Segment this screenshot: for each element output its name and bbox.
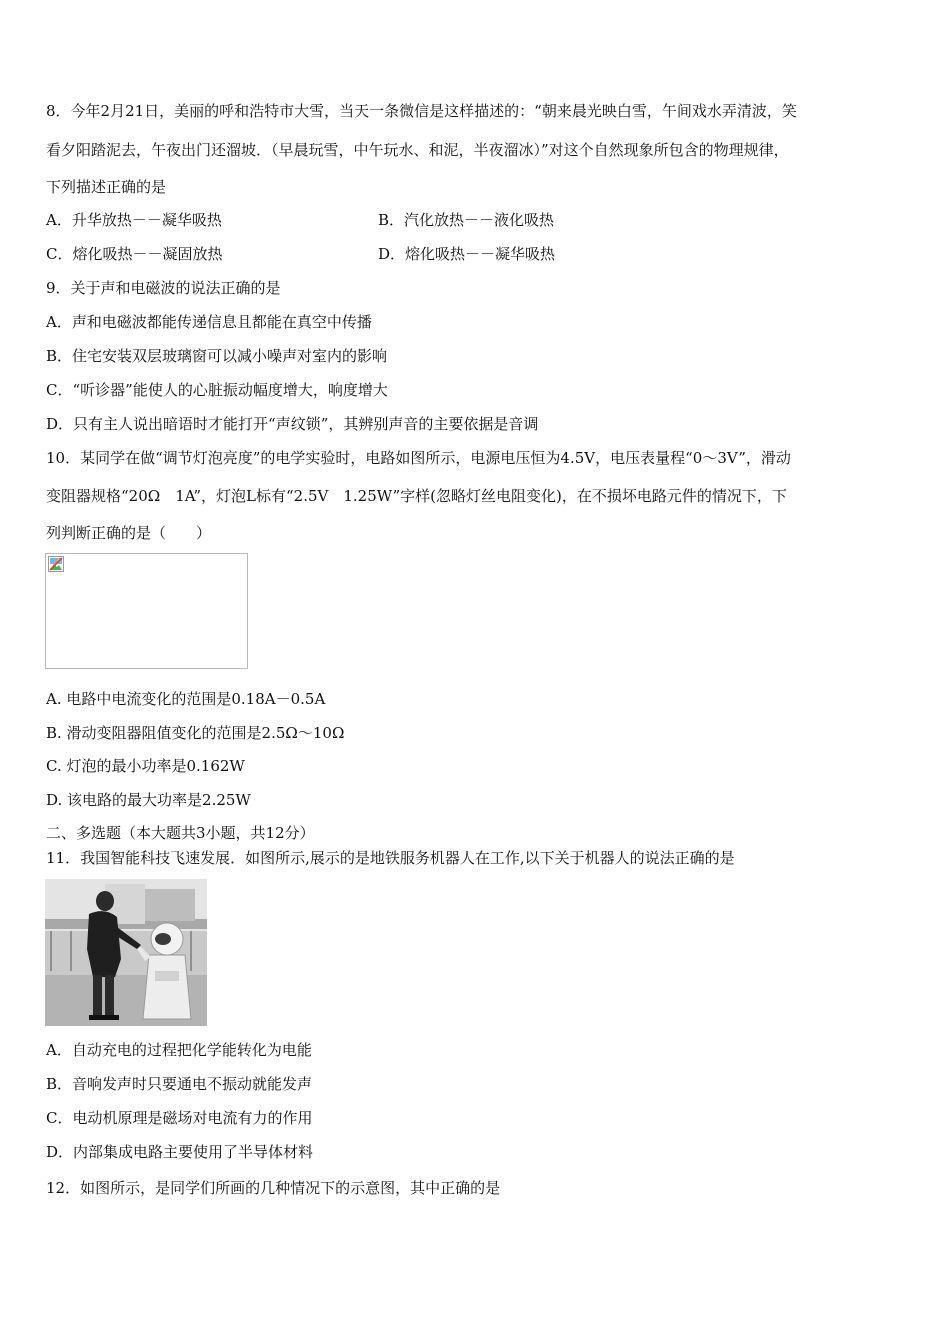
q10-option-d: D. 该电路的最大功率是2.25W (46, 791, 251, 809)
q12-stem: 12．如图所示，是同学们所画的几种情况下的示意图，其中正确的是 (46, 1179, 501, 1197)
q11-option-d: D．内部集成电路主要使用了半导体材料 (46, 1143, 314, 1161)
q9-option-d: D．只有主人说出暗语时才能打开“声纹锁”，其辨别声音的主要依据是音调 (46, 415, 539, 433)
q10-circuit-image-placeholder (45, 553, 248, 669)
q9-stem: 9．关于声和电磁波的说法正确的是 (46, 279, 281, 297)
q8-option-a: A．升华放热－－凝华吸热 (46, 211, 222, 229)
section-multiple-choice-heading: 二、多选题（本大题共3小题，共12分） (46, 824, 315, 842)
q8-stem-line3: 下列描述正确的是 (46, 178, 167, 196)
q11-option-b: B．音响发声时只要通电不振动就能发声 (46, 1075, 313, 1093)
q10-stem-line1: 10．某同学在做“调节灯泡亮度”的电学实验时，电路如图所示，电源电压恒为4.5V，电压表量程“0～3V”，滑动 (46, 449, 791, 467)
q11-stem: 11．我国智能科技飞速发展．如图所示,展示的是地铁服务机器人在工作,以下关于机器人的说法正确的是 (46, 849, 735, 867)
q10-stem-line3: 列判断正确的是（ ） (46, 524, 212, 542)
q11-option-c: C．电动机原理是磁场对电流有力的作用 (46, 1109, 313, 1127)
q11-option-a: A．自动充电的过程把化学能转化为电能 (46, 1041, 312, 1059)
q8-option-c: C．熔化吸热－－凝固放热 (46, 245, 223, 263)
q8-option-d: D．熔化吸热－－凝华吸热 (378, 245, 556, 263)
q10-stem-line2: 变阻器规格“20Ω 1A”，灯泡L标有“2.5V 1.25W”字样(忽略灯丝电阻变化)，在不损坏电路元件的情况下，下 (46, 487, 787, 505)
q9-option-b: B．住宅安装双层玻璃窗可以减小噪声对室内的影响 (46, 347, 388, 365)
q10-option-a: A. 电路中电流变化的范围是0.18A－0.5A (46, 690, 326, 708)
q10-option-c: C. 灯泡的最小功率是0.162W (46, 757, 245, 775)
q10-option-b: B. 滑动变阻器阻值变化的范围是2.5Ω～10Ω (46, 724, 345, 742)
q8-option-b: B．汽化放热－－液化吸热 (378, 211, 555, 229)
q8-stem-line1: 8．今年2月21日，美丽的呼和浩特市大雪，当天一条微信是这样描述的：“朝来晨光映白雪，午间戏水弄清波，笑 (46, 102, 797, 120)
q9-option-a: A．声和电磁波都能传递信息且都能在真空中传播 (46, 313, 372, 331)
broken-image-icon (48, 556, 64, 572)
q8-stem-line2: 看夕阳踏泥去，午夜出门还溜坡．（早晨玩雪，中午玩水、和泥，半夜溜冰）”对这个自然现象所包含的物理规律， (46, 141, 789, 159)
robot-photo (45, 879, 207, 1026)
q9-option-c: C．“听诊器”能使人的心脏振动幅度增大，响度增大 (46, 381, 388, 399)
